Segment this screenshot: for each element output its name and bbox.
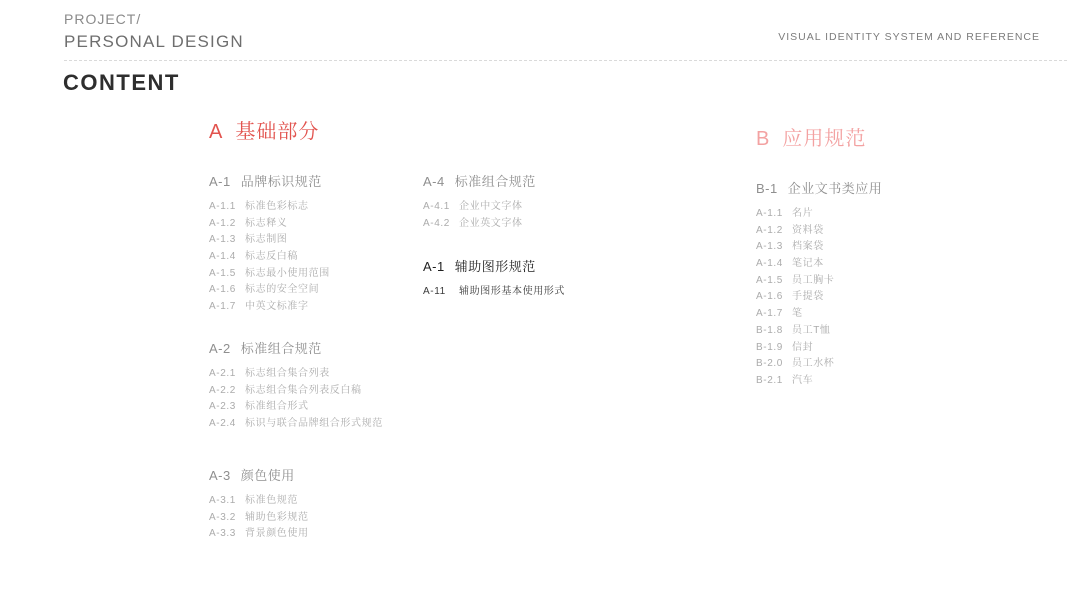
toc-item [423,199,536,216]
toc-item-label: 员工水杯 [792,358,835,370]
toc-item-code: A-2.3 [209,401,236,413]
toc-item-code: A-4.2 [423,217,450,229]
toc-item-code: B-1.8 [756,324,783,336]
toc-item-code: A-1.4 [756,258,783,270]
toc-item-code: A-1.6 [209,284,236,296]
toc-item-label: 背景颜色使用 [245,528,309,540]
toc-item-label: 标志组合集合列表 [245,368,330,379]
section-heading [423,256,565,275]
section-code: A-2 [209,341,231,356]
toc-item-label: 标准色彩标志 [245,201,309,212]
toc-item [756,223,882,240]
toc-item-code: B-2.1 [756,374,783,386]
toc-item-label: 员工胸卡 [792,274,835,286]
header-divider [64,60,1067,61]
section-a3 [209,465,309,543]
toc-item-label: 辅助图形基本使用形式 [459,286,565,297]
part-a-heading [209,115,319,144]
toc-item-label: 标准组合形式 [245,401,309,413]
toc-item [209,366,383,383]
section-heading [209,338,383,357]
toc-item-label: 员工T恤 [792,324,831,336]
toc-item-label: 笔 [792,308,803,320]
toc-item [756,206,882,223]
toc-item-label: 笔记本 [792,258,824,270]
toc-item [209,510,309,527]
toc-item-code: A-1.5 [756,274,783,286]
section-title: 标准组合规范 [454,174,536,189]
toc-item [756,289,882,306]
section-a1 [209,171,330,316]
toc-item-code: A-3.1 [209,495,236,506]
section-title: 辅助图形规范 [454,259,536,274]
toc-item [209,383,383,400]
toc-item [209,416,383,433]
toc-item-code: A-1.6 [756,291,783,303]
project-label: PROJECT/ [64,11,142,27]
toc-item [756,356,882,373]
toc-item-code: A-3.2 [209,511,236,523]
toc-item [209,493,309,510]
toc-item-code: B-2.0 [756,358,783,370]
section-heading [209,465,309,484]
section-heading [423,171,536,190]
section-code: A-1 [423,259,445,274]
toc-item-label: 标志组合集合列表反白稿 [245,384,362,396]
toc-item-label: 辅助色彩规范 [245,511,309,523]
brand-title: PERSONAL DESIGN [64,32,244,51]
section-code: A-4 [423,174,445,189]
section-code: A-3 [209,468,231,483]
toc-item-code: A-2.1 [209,368,236,379]
section-b1 [756,178,882,390]
toc-item-code: A-2.2 [209,384,236,396]
section-title: 标准组合规范 [240,341,322,356]
toc-item-code: A-1.7 [209,301,236,313]
toc-item-label: 标志的安全空间 [245,284,320,296]
toc-item-code: B-1.9 [756,341,783,353]
toc-item [209,249,330,266]
toc-item [209,526,309,543]
section-code: A-1 [209,174,231,189]
toc-item-code: A-2.4 [209,418,236,430]
toc-item-code: A-11 [423,286,446,297]
toc-item-label: 标志反白稿 [245,251,298,263]
header-subtitle: VISUAL IDENTITY SYSTEM AND REFERENCE [778,31,1040,43]
toc-item-code: A-3.3 [209,528,236,540]
toc-item-code: A-1.1 [209,201,236,212]
part-b-letter: B [756,128,771,150]
toc-item-label: 名片 [792,208,814,219]
page-title: CONTENT [63,70,180,95]
section-title: 企业文书类应用 [787,181,883,196]
toc-item [209,216,330,233]
toc-item-code: A-1.4 [209,251,236,263]
toc-item [756,373,882,390]
toc-item-label: 标准色规范 [245,495,298,506]
part-b-title: 应用规范 [782,128,867,150]
toc-item [423,216,536,233]
toc-item-label: 档案袋 [792,241,824,253]
toc-item-label: 企业中文字体 [459,201,523,212]
toc-item [209,299,330,316]
toc-item [756,306,882,323]
section-heading [756,178,882,197]
section-heading [209,171,330,190]
toc-item-label: 信封 [792,341,814,353]
toc-item [423,284,565,301]
part-a-title: 基础部分 [235,121,320,143]
toc-item-label: 标志最小使用范围 [245,267,330,279]
toc-item [756,273,882,290]
toc-item-code: A-1.2 [756,224,783,236]
toc-item-label: 资料袋 [792,224,824,236]
toc-item-label: 手提袋 [792,291,824,303]
toc-item-label: 汽车 [792,374,814,386]
section-code: B-1 [756,181,778,196]
toc-item-code: A-1.3 [209,234,236,246]
section-title: 品牌标识规范 [240,174,322,189]
part-a-letter: A [209,121,224,143]
toc-item [756,239,882,256]
toc-item-label: 标识与联合品牌组合形式规范 [245,418,383,430]
part-b-heading [756,122,866,151]
toc-item [756,323,882,340]
toc-item-code: A-1.5 [209,267,236,279]
section-a-auxiliary [423,256,565,301]
toc-item-code: A-1.2 [209,217,236,229]
toc-item [209,282,330,299]
toc-item [209,266,330,283]
section-a2 [209,338,383,433]
toc-item-label: 企业英文字体 [459,217,523,229]
toc-item-code: A-1.1 [756,208,783,219]
toc-item-code: A-1.7 [756,308,783,320]
toc-item [209,399,383,416]
toc-item-code: A-1.3 [756,241,783,253]
toc-item [756,340,882,357]
toc-item-label: 中英文标准字 [245,301,309,313]
toc-item-code: A-4.1 [423,201,450,212]
toc-item [209,199,330,216]
toc-item [209,232,330,249]
toc-item-label: 标志释义 [245,217,288,229]
toc-item-label: 标志制图 [245,234,288,246]
toc-item [756,256,882,273]
section-a4 [423,171,536,232]
section-title: 颜色使用 [240,468,295,483]
